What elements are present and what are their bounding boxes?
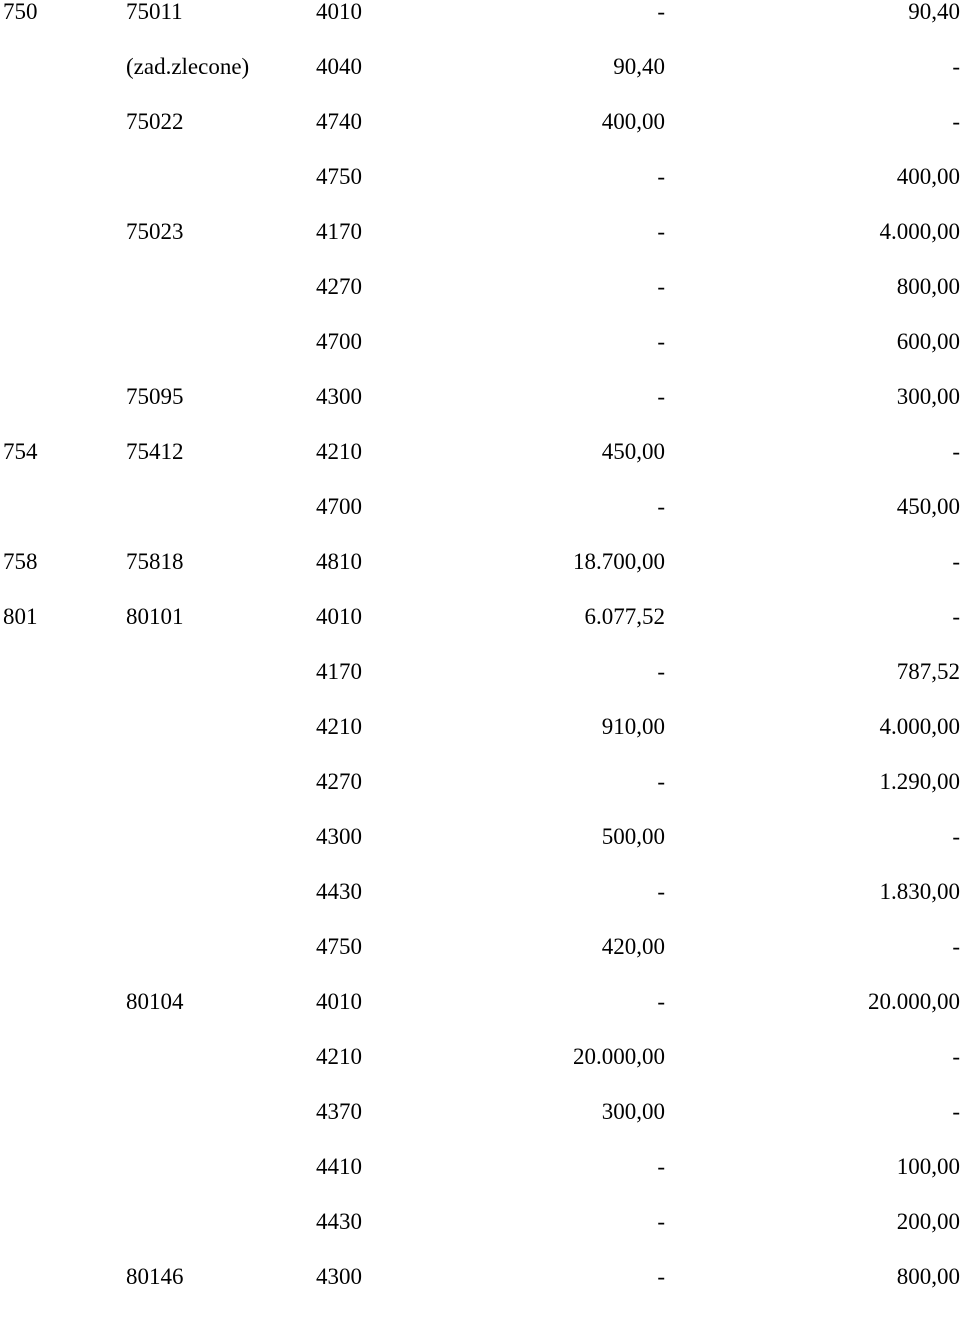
zwiekszenie-cell: - bbox=[952, 825, 960, 849]
zmniejszenie-cell: - bbox=[657, 495, 665, 519]
zmniejszenie-cell: - bbox=[657, 165, 665, 189]
zwiekszenie-cell: - bbox=[952, 55, 960, 79]
paragraf-cell: 4750 bbox=[316, 165, 362, 189]
paragraf-cell: 4300 bbox=[316, 825, 362, 849]
table-row bbox=[0, 660, 960, 715]
paragraf-cell: 4170 bbox=[316, 220, 362, 244]
table-row bbox=[0, 1100, 960, 1155]
zmniejszenie-cell: - bbox=[657, 220, 665, 244]
dzial-cell: 801 bbox=[3, 605, 38, 629]
paragraf-cell: 4040 bbox=[316, 55, 362, 79]
dzial-cell: 758 bbox=[3, 550, 38, 574]
paragraf-cell: 4430 bbox=[316, 880, 362, 904]
zwiekszenie-cell: 800,00 bbox=[897, 1265, 960, 1289]
table-row bbox=[0, 880, 960, 935]
zmniejszenie-cell: 500,00 bbox=[602, 825, 665, 849]
zwiekszenie-cell: 4.000,00 bbox=[880, 220, 960, 244]
paragraf-cell: 4210 bbox=[316, 1045, 362, 1069]
rozdzial-cell: 80104 bbox=[126, 990, 184, 1014]
paragraf-cell: 4700 bbox=[316, 495, 362, 519]
table-row bbox=[0, 275, 960, 330]
table-row bbox=[0, 440, 960, 495]
rozdzial-cell: 75022 bbox=[126, 110, 184, 134]
zmniejszenie-cell: - bbox=[657, 275, 665, 299]
zmniejszenie-cell: 420,00 bbox=[602, 935, 665, 959]
zmniejszenie-cell: 90,40 bbox=[613, 55, 665, 79]
table-row bbox=[0, 330, 960, 385]
zwiekszenie-cell: 4.000,00 bbox=[880, 715, 960, 739]
zmniejszenie-cell: - bbox=[657, 880, 665, 904]
rozdzial-cell: 75011 bbox=[126, 0, 183, 24]
paragraf-cell: 4010 bbox=[316, 990, 362, 1014]
rozdzial-cell: 75818 bbox=[126, 550, 184, 574]
table-row bbox=[0, 385, 960, 440]
paragraf-cell: 4210 bbox=[316, 715, 362, 739]
zwiekszenie-cell: 90,40 bbox=[908, 0, 960, 24]
zmniejszenie-cell: - bbox=[657, 330, 665, 354]
paragraf-cell: 4270 bbox=[316, 275, 362, 299]
table-row bbox=[0, 550, 960, 605]
zwiekszenie-cell: - bbox=[952, 440, 960, 464]
paragraf-cell: 4740 bbox=[316, 110, 362, 134]
paragraf-cell: 4270 bbox=[316, 770, 362, 794]
paragraf-cell: 4170 bbox=[316, 660, 362, 684]
zmniejszenie-cell: - bbox=[657, 660, 665, 684]
zwiekszenie-cell: 20.000,00 bbox=[868, 990, 960, 1014]
zwiekszenie-cell: 1.830,00 bbox=[880, 880, 960, 904]
table-row bbox=[0, 0, 960, 55]
zwiekszenie-cell: 800,00 bbox=[897, 275, 960, 299]
table-row bbox=[0, 770, 960, 825]
zwiekszenie-cell: - bbox=[952, 605, 960, 629]
zwiekszenie-cell: 450,00 bbox=[897, 495, 960, 519]
rozdzial-cell: (zad.zlecone) bbox=[126, 55, 249, 79]
table-row bbox=[0, 1045, 960, 1100]
table-row bbox=[0, 935, 960, 990]
table-row bbox=[0, 1265, 960, 1320]
paragraf-cell: 4700 bbox=[316, 330, 362, 354]
zmniejszenie-cell: - bbox=[657, 1210, 665, 1234]
zwiekszenie-cell: - bbox=[952, 1100, 960, 1124]
zwiekszenie-cell: 1.290,00 bbox=[880, 770, 960, 794]
zmniejszenie-cell: - bbox=[657, 0, 665, 24]
paragraf-cell: 4410 bbox=[316, 1155, 362, 1179]
zwiekszenie-cell: 400,00 bbox=[897, 165, 960, 189]
table-row bbox=[0, 55, 960, 110]
zwiekszenie-cell: - bbox=[952, 550, 960, 574]
zwiekszenie-cell: - bbox=[952, 110, 960, 134]
table-row bbox=[0, 990, 960, 1045]
table-row bbox=[0, 605, 960, 660]
zmniejszenie-cell: 300,00 bbox=[602, 1100, 665, 1124]
paragraf-cell: 4430 bbox=[316, 1210, 362, 1234]
zmniejszenie-cell: 910,00 bbox=[602, 715, 665, 739]
table-row bbox=[0, 220, 960, 275]
zwiekszenie-cell: - bbox=[952, 935, 960, 959]
rozdzial-cell: 80146 bbox=[126, 1265, 184, 1289]
table-row bbox=[0, 825, 960, 880]
zmniejszenie-cell: - bbox=[657, 990, 665, 1014]
table-row bbox=[0, 495, 960, 550]
rozdzial-cell: 75023 bbox=[126, 220, 184, 244]
zmniejszenie-cell: - bbox=[657, 770, 665, 794]
zmniejszenie-cell: 18.700,00 bbox=[573, 550, 665, 574]
paragraf-cell: 4300 bbox=[316, 1265, 362, 1289]
zwiekszenie-cell: - bbox=[952, 1045, 960, 1069]
table-row bbox=[0, 1210, 960, 1265]
zmniejszenie-cell: 400,00 bbox=[602, 110, 665, 134]
zmniejszenie-cell: - bbox=[657, 385, 665, 409]
zmniejszenie-cell: 450,00 bbox=[602, 440, 665, 464]
paragraf-cell: 4300 bbox=[316, 385, 362, 409]
paragraf-cell: 4810 bbox=[316, 550, 362, 574]
zwiekszenie-cell: 200,00 bbox=[897, 1210, 960, 1234]
table-row bbox=[0, 715, 960, 770]
table-row bbox=[0, 110, 960, 165]
zmniejszenie-cell: - bbox=[657, 1265, 665, 1289]
table-row bbox=[0, 165, 960, 220]
zwiekszenie-cell: 787,52 bbox=[897, 660, 960, 684]
zmniejszenie-cell: - bbox=[657, 1155, 665, 1179]
paragraf-cell: 4210 bbox=[316, 440, 362, 464]
zwiekszenie-cell: 300,00 bbox=[897, 385, 960, 409]
zwiekszenie-cell: 600,00 bbox=[897, 330, 960, 354]
zwiekszenie-cell: 100,00 bbox=[897, 1155, 960, 1179]
zmniejszenie-cell: 6.077,52 bbox=[585, 605, 666, 629]
paragraf-cell: 4750 bbox=[316, 935, 362, 959]
paragraf-cell: 4010 bbox=[316, 0, 362, 24]
paragraf-cell: 4010 bbox=[316, 605, 362, 629]
dzial-cell: 750 bbox=[3, 0, 38, 24]
zmniejszenie-cell: 20.000,00 bbox=[573, 1045, 665, 1069]
rozdzial-cell: 80101 bbox=[126, 605, 184, 629]
rozdzial-cell: 75412 bbox=[126, 440, 184, 464]
table-row bbox=[0, 1155, 960, 1210]
rozdzial-cell: 75095 bbox=[126, 385, 184, 409]
paragraf-cell: 4370 bbox=[316, 1100, 362, 1124]
dzial-cell: 754 bbox=[3, 440, 38, 464]
